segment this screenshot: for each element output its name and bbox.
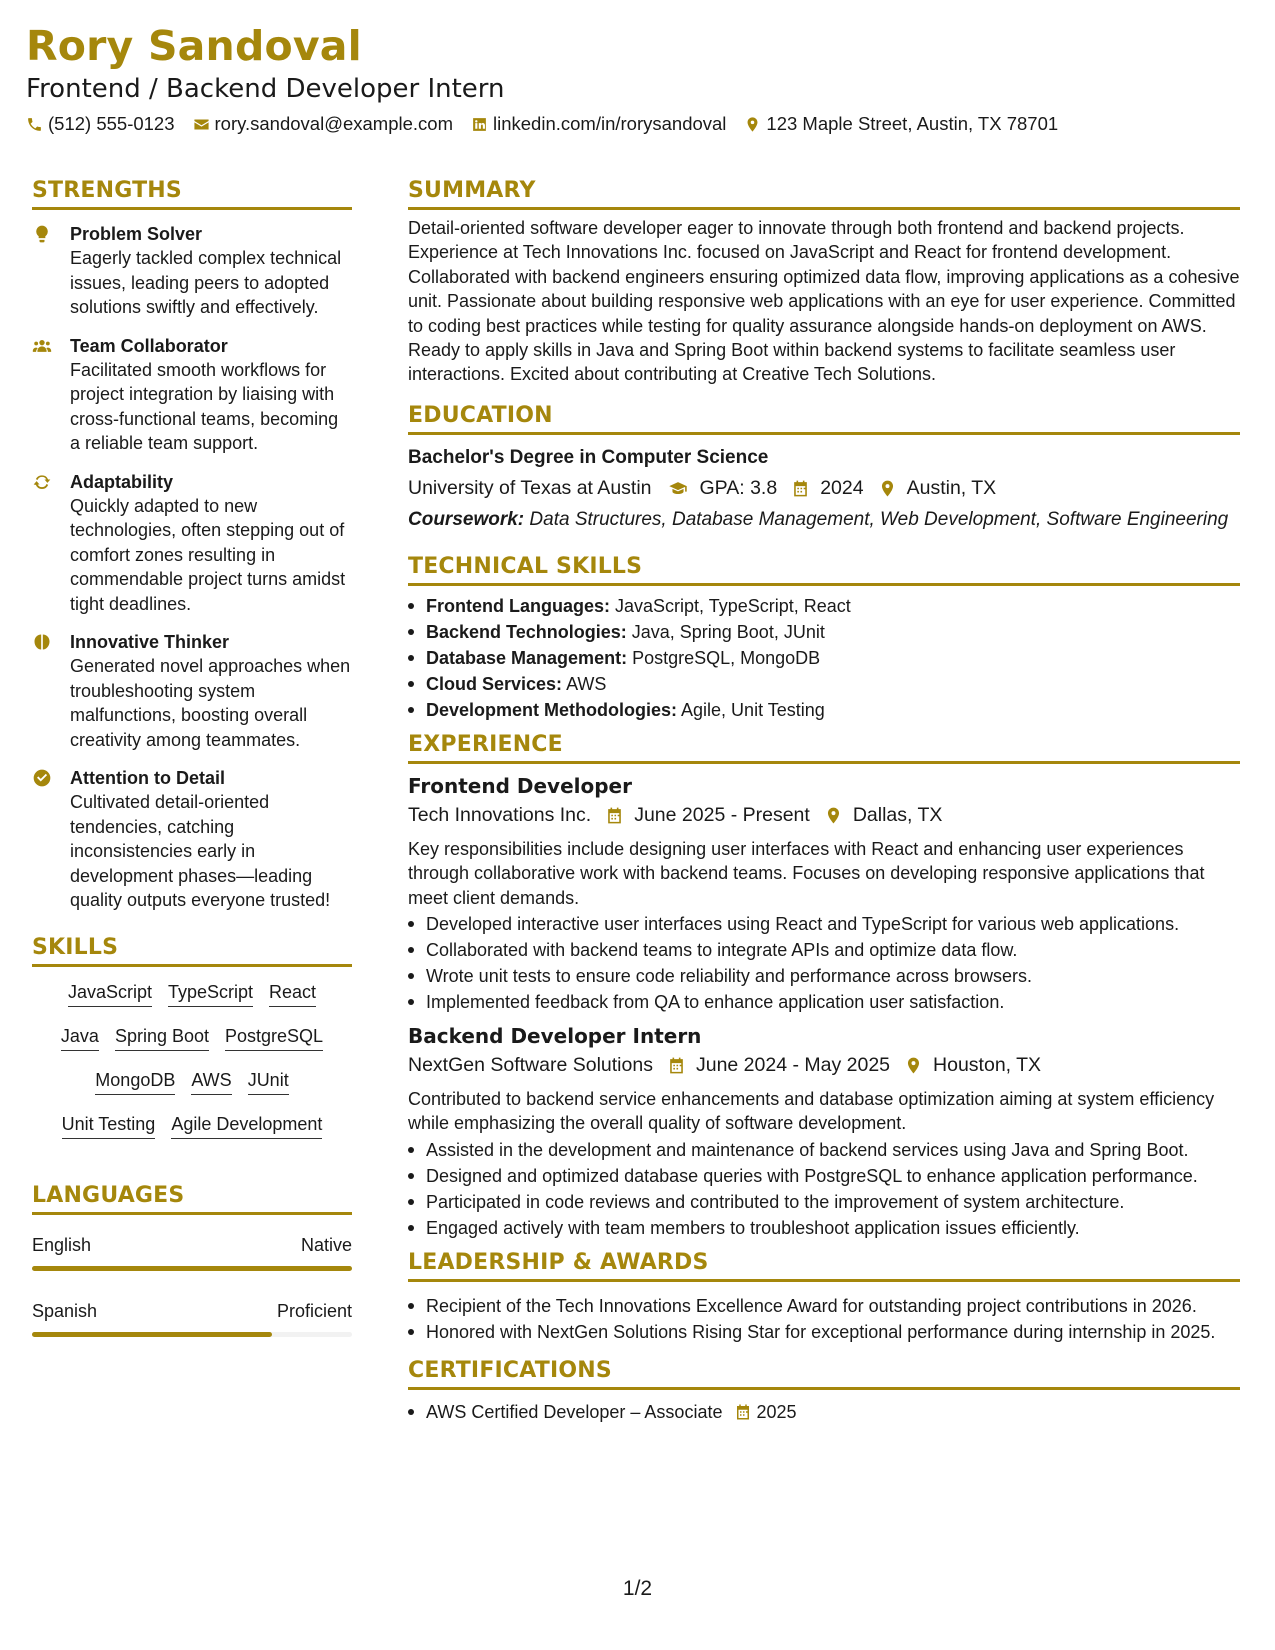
coursework-label: Coursework:: [408, 508, 525, 530]
skill-tag: Agile Development: [171, 1113, 322, 1139]
strength-title: Adaptability: [70, 471, 174, 492]
education-school: University of Texas at Austin: [408, 476, 652, 499]
tech-skill-value: JavaScript, TypeScript, React: [615, 595, 851, 616]
phone-icon: [26, 116, 43, 133]
certifications-heading: CERTIFICATIONS: [408, 1358, 1240, 1390]
language-level: Native: [300, 1234, 352, 1255]
certification-name: AWS Certified Developer – Associate: [426, 1401, 723, 1422]
job-location-item: [824, 804, 943, 827]
skill-tag: MongoDB: [95, 1069, 175, 1095]
job-dates-item: [605, 804, 810, 827]
language-level: Proficient: [276, 1300, 352, 1321]
education-location: Austin, TX: [906, 476, 997, 499]
language-proficiency-fill: [32, 1266, 352, 1271]
job-description: Key responsibilities include designing user interfaces with React and enhancing user experiences through collaborative work with backend teams. Focuses on developing responsive applications that meet client demands.: [408, 838, 1205, 908]
tech-skill-label: Database Management:: [426, 647, 628, 668]
list-item: Assisted in the development and maintenance of backend services using Java and Spring Boot.: [408, 1138, 1240, 1162]
skill-row: [32, 981, 352, 1007]
map-pin-icon: [744, 116, 761, 133]
job-bullets: [408, 1138, 1240, 1240]
strength-desc: Eagerly tackled complex technical issues, leading peers to adopted solutions swiftly and effectively.: [70, 248, 342, 317]
strengths-heading: STRENGTHS: [32, 178, 352, 210]
lightbulb-icon: [32, 224, 52, 244]
job-description: Contributed to backend service enhancements and database optimization aiming at system efficiency while emphasizing the overall quality of software development.: [408, 1089, 1215, 1134]
list-item: [408, 594, 1240, 618]
list-item: Developed interactive user interfaces using React and TypeScript for various web applications.: [408, 912, 1240, 936]
skills-heading: SKILLS: [32, 935, 352, 967]
calendar-icon: [667, 1056, 686, 1075]
language-item: [32, 1235, 352, 1271]
skill-row: [32, 1025, 352, 1051]
contact-linkedin[interactable]: [471, 113, 726, 135]
tech-skill-value: Java, Spring Boot, JUnit: [631, 621, 825, 642]
skill-tag: Java: [61, 1025, 99, 1051]
tech-skill-value: AWS: [566, 673, 607, 694]
tech-skill-label: Cloud Services:: [426, 673, 563, 694]
language-name: Spanish: [32, 1300, 98, 1321]
coursework-list: Data Structures, Database Management, Web Development, Software Engineering: [529, 508, 1229, 530]
list-item: [408, 698, 1240, 722]
job-bullets: [408, 912, 1240, 1014]
list-item: [408, 646, 1240, 670]
skill-tag: Spring Boot: [115, 1025, 209, 1051]
job-location: Dallas, TX: [852, 803, 943, 826]
language-item: [32, 1301, 352, 1337]
language-proficiency-bar: [32, 1266, 352, 1271]
education-degree: Bachelor's Degree in Computer Science: [408, 446, 769, 468]
map-pin-icon: [824, 806, 843, 825]
certification-year: 2025: [756, 1401, 797, 1422]
strength-item: [32, 630, 352, 752]
job-dates-item: [667, 1054, 890, 1077]
leadership-heading: LEADERSHIP & AWARDS: [408, 1250, 1240, 1282]
strength-title: Attention to Detail: [70, 768, 225, 788]
summary-heading: SUMMARY: [408, 178, 1240, 210]
strength-desc: Facilitated smooth workflows for project integration by liaising with cross-functional teams, becoming a reliable team support.: [70, 359, 339, 453]
education-year-item: [791, 477, 863, 500]
sync-icon: [32, 472, 52, 492]
education-meta: [408, 477, 1240, 500]
strength-desc: Generated novel approaches when troubleshooting system malfunctions, boosting overall creativity among teammates.: [70, 656, 351, 750]
envelope-icon: [193, 116, 210, 133]
list-item: [408, 620, 1240, 644]
list-item: [408, 1400, 1240, 1424]
language-proficiency-bar: [32, 1332, 352, 1337]
technical-skills-list: [408, 594, 1240, 722]
list-item: Honored with NextGen Solutions Rising Star for exceptional performance during internship in 2025.: [408, 1320, 1240, 1344]
left-column: [32, 178, 352, 1337]
language-proficiency-fill: [32, 1332, 272, 1337]
candidate-title: Frontend / Backend Developer Intern: [26, 74, 505, 104]
job-company: Tech Innovations Inc.: [408, 803, 592, 826]
tech-skill-label: Frontend Languages:: [426, 595, 610, 616]
contact-address: [744, 113, 1058, 135]
summary-text: Detail-oriented software developer eager to innovate through both frontend and backend projects. Experience at Tech Innovations Inc. focused on JavaScript and React for frontend development. Collaborated with backend engineers ensuring optimized data flow, improving applications as a cohesive unit. Passionate about building responsive web applications with an eye for user experience. Committed to coding best practices while testing for quality assurance alongside hands-on deployment on AWS. Ready to apply skills in Java and Spring Boot within backend systems to facilitate seamless user interactions. Excited about contributing at Creative Tech Solutions.: [408, 218, 1240, 385]
skill-row: [32, 1113, 352, 1139]
contact-phone-text: (512) 555-0123: [48, 113, 175, 134]
job-location-item: [904, 1054, 1041, 1077]
job-title: Frontend Developer: [408, 773, 632, 798]
tech-skill-value: Agile, Unit Testing: [681, 699, 825, 720]
calendar-icon: [605, 806, 624, 825]
map-pin-icon: [878, 479, 897, 498]
calendar-icon: [734, 1403, 752, 1421]
map-pin-icon: [904, 1056, 923, 1075]
strength-item: [32, 334, 352, 456]
certifications-list: [408, 1400, 1240, 1424]
education-heading: EDUCATION: [408, 403, 1240, 435]
strength-title: Innovative Thinker: [70, 632, 230, 652]
check-circle-icon: [32, 768, 52, 788]
list-item: Collaborated with backend teams to integrate APIs and optimize data flow.: [408, 938, 1240, 962]
strength-title: Problem Solver: [70, 224, 203, 244]
skill-tag: AWS: [191, 1069, 231, 1095]
job-meta: [408, 804, 1240, 827]
skill-row: [32, 1069, 352, 1095]
list-item: Participated in code reviews and contributed to the improvement of system architecture.: [408, 1190, 1240, 1214]
job-entry: [408, 1024, 1240, 1240]
list-item: [408, 672, 1240, 696]
language-name: English: [32, 1234, 92, 1255]
education-coursework: [408, 508, 1240, 532]
list-item: Recipient of the Tech Innovations Excellence Award for outstanding project contributions in 2026.: [408, 1294, 1240, 1318]
strength-desc: Cultivated detail-oriented tendencies, catching inconsistencies early in development phases—leading quality outputs everyone trusted!: [70, 792, 331, 910]
education-gpa: GPA: 3.8: [699, 476, 778, 499]
contact-linkedin-text: linkedin.com/in/rorysandoval: [493, 113, 727, 134]
job-location: Houston, TX: [933, 1054, 1042, 1077]
strength-desc: Quickly adapted to new technologies, often stepping out of comfort zones resulting in commendable project turns amidst tight deadlines.: [70, 495, 346, 614]
contact-email-text: rory.sandoval@example.com: [214, 113, 453, 134]
job-entry: [408, 774, 1240, 1014]
graduation-cap-icon: [666, 479, 690, 498]
job-dates: June 2025 - Present: [634, 803, 810, 826]
list-item: Implemented feedback from QA to enhance application user satisfaction.: [408, 990, 1240, 1014]
strength-item: [32, 766, 352, 913]
leadership-list: [408, 1294, 1240, 1344]
tech-skill-label: Development Methodologies:: [426, 699, 678, 720]
experience-heading: EXPERIENCE: [408, 732, 1240, 764]
skills-list: [32, 981, 352, 1139]
contact-address-text: 123 Maple Street, Austin, TX 78701: [766, 113, 1059, 134]
education-gpa-item: [666, 477, 778, 500]
calendar-icon: [791, 479, 810, 498]
right-column: [408, 178, 1240, 1427]
languages-heading: LANGUAGES: [32, 1183, 352, 1215]
job-meta: [408, 1054, 1240, 1077]
strength-item: [32, 222, 352, 320]
page-number: 1/2: [622, 1577, 653, 1600]
contact-email[interactable]: [193, 113, 453, 135]
job-dates: June 2024 - May 2025: [695, 1054, 891, 1077]
skill-tag: JavaScript: [68, 981, 152, 1007]
job-company: NextGen Software Solutions: [408, 1054, 653, 1077]
skill-tag: JUnit: [248, 1069, 289, 1095]
list-item: Designed and optimized database queries with PostgreSQL to enhance application performance.: [408, 1164, 1240, 1188]
brain-icon: [32, 632, 52, 652]
education-year: 2024: [820, 476, 864, 499]
skill-tag: Unit Testing: [62, 1113, 156, 1139]
skill-tag: PostgreSQL: [225, 1025, 323, 1051]
tech-skill-value: PostgreSQL, MongoDB: [632, 647, 821, 668]
contact-phone[interactable]: [26, 113, 175, 135]
skill-tag: TypeScript: [168, 981, 253, 1007]
list-item: Wrote unit tests to ensure code reliability and performance across browsers.: [408, 964, 1240, 988]
list-item: Engaged actively with team members to troubleshoot application issues efficiently.: [408, 1216, 1240, 1240]
tech-skill-label: Backend Technologies:: [426, 621, 627, 642]
users-icon: [32, 336, 52, 356]
job-title: Backend Developer Intern: [408, 1024, 702, 1049]
contact-bar: [26, 113, 1076, 135]
linkedin-icon: [471, 116, 488, 133]
skill-tag: React: [269, 981, 316, 1007]
strength-title: Team Collaborator: [70, 335, 228, 356]
education-location-item: [878, 477, 997, 500]
technical-skills-heading: TECHNICAL SKILLS: [408, 554, 1240, 586]
strength-item: [32, 470, 352, 617]
candidate-name: Rory Sandoval: [26, 22, 362, 70]
